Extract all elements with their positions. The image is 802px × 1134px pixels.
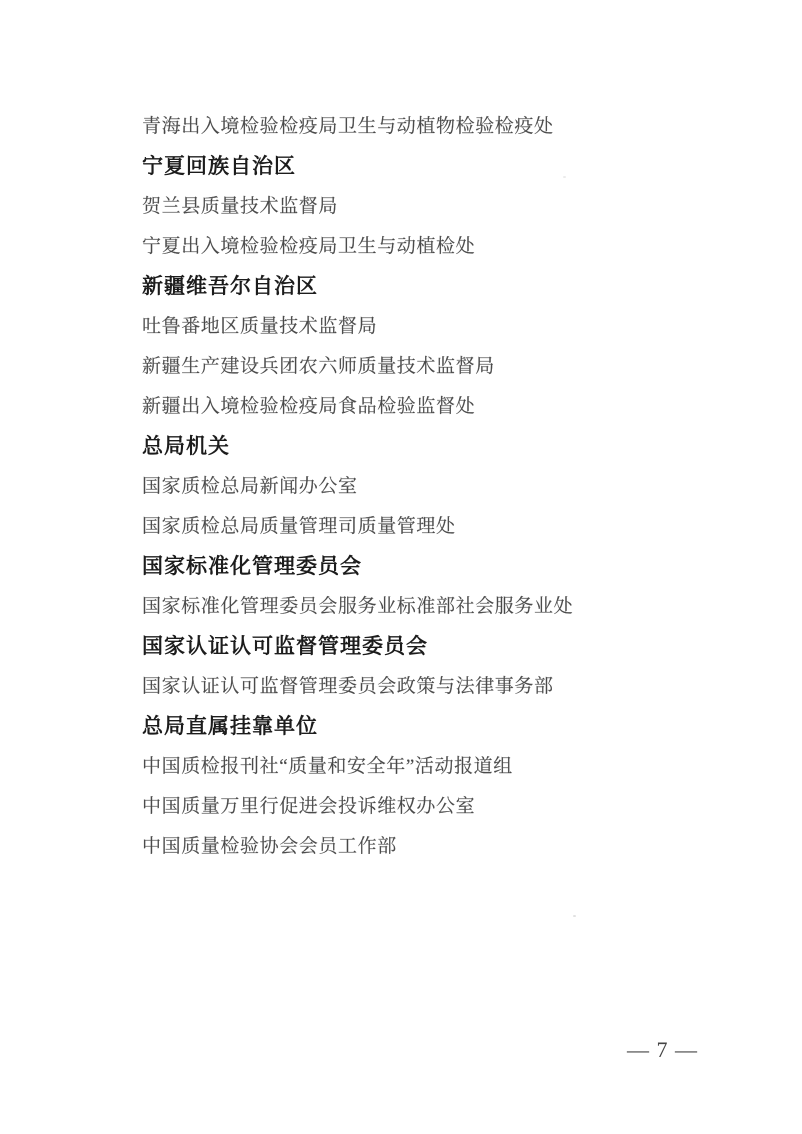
org-list-item: 中国质量检验协会会员工作部 [142, 836, 397, 857]
section-heading: 总局直属挂靠单位 [142, 715, 318, 738]
org-list-item: 中国质量万里行促进会投诉维权办公室 [142, 796, 476, 817]
page-number: — 7 — [627, 1037, 698, 1062]
scan-speckle [563, 176, 566, 178]
org-list-item: 国家标准化管理委员会服务业标准部社会服务业处 [142, 596, 574, 617]
section-heading: 宁夏回族自治区 [142, 155, 296, 178]
section-heading: 总局机关 [142, 435, 230, 458]
org-list-item: 贺兰县质量技术监督局 [142, 196, 339, 217]
scan-speckle [573, 915, 576, 917]
section-heading: 新疆维吾尔自治区 [142, 275, 318, 298]
org-list-item: 国家质检总局新闻办公室 [142, 476, 358, 497]
org-list-item: 中国质检报刊社“质量和安全年”活动报道组 [142, 756, 513, 777]
section-heading: 国家认证认可监督管理委员会 [142, 635, 428, 658]
org-list-item: 新疆出入境检验检疫局食品检验监督处 [142, 396, 476, 417]
org-list-item: 国家认证认可监督管理委员会政策与法律事务部 [142, 676, 554, 697]
section-heading: 国家标准化管理委员会 [142, 555, 362, 578]
org-list-item: 新疆生产建设兵团农六师质量技术监督局 [142, 356, 495, 377]
org-list-item: 国家质检总局质量管理司质量管理处 [142, 516, 456, 537]
org-list-item: 宁夏出入境检验检疫局卫生与动植检处 [142, 236, 476, 257]
org-list-item: 青海出入境检验检疫局卫生与动植物检验检疫处 [142, 116, 554, 137]
org-list-item: 吐鲁番地区质量技术监督局 [142, 316, 378, 337]
organization-list [142, 107, 702, 867]
